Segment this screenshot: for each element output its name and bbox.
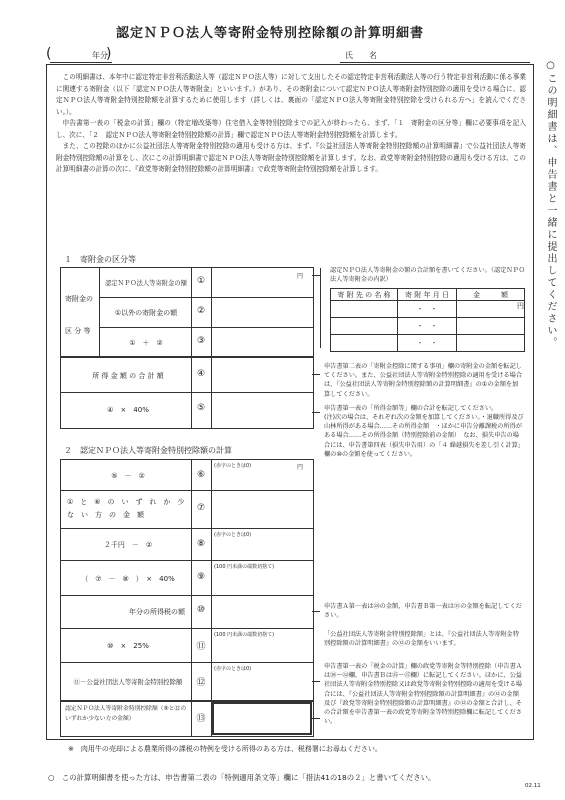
row-4-number: ④ bbox=[196, 369, 206, 379]
row-10-label: 年分の所得税の額 bbox=[129, 608, 185, 616]
row-13-number: ⑬ bbox=[196, 714, 206, 724]
name-label: 氏 名 bbox=[345, 51, 377, 60]
page-title: 認定ＮＰＯ法人等寄附金特別控除額の計算明細書 bbox=[115, 26, 424, 41]
row-7-label: ① と ⑥ の い ず れ か 少 な い 方 の 金 額 bbox=[67, 498, 192, 519]
detail-amount-cell-2[interactable] bbox=[457, 318, 525, 335]
section2-heading: ２ 認定ＮＰＯ法人等寄附金特別控除額の計算 bbox=[64, 446, 232, 455]
row-6-hint: (赤字のときは0) bbox=[214, 463, 252, 469]
detail-name-cell-1[interactable] bbox=[331, 301, 398, 318]
row-6-number: ⑥ bbox=[196, 470, 206, 480]
year-paren: ( bbox=[46, 46, 52, 62]
row-6-label: ⑤ － ② bbox=[111, 472, 145, 480]
section2-table bbox=[60, 459, 314, 737]
detail-date-cell-1[interactable]: ・ ・ bbox=[398, 301, 457, 318]
row-8-label: ２千円 － ② bbox=[103, 541, 153, 549]
row-12-amount-field[interactable] bbox=[212, 674, 312, 699]
note-row-13: 申告書第一表の「税金の計算」欄の政党等寄附金等特別控除（申告書Ａは㉚～㉜欄、申告書Ｂは㉟～㊲欄）に転記してください。ほかに、公益社団法人等寄附金特別控除又は政党等寄附金特別控除の適用を受ける場合には、『公益社団法人等寄附金特別控除額の計算明細書』の⑫の金額及び『政党等寄附金特別控除額の計算明細書』の⑫の金額と合計し、その合計額を申告書第一表の政党等寄附金等特別控除欄に転記してください。 bbox=[324, 663, 522, 726]
footnote: ※ 肉用牛の売却による農業所得の課税の特例を受ける所得のある方は、税務署にお尋ねください。 bbox=[68, 745, 382, 753]
intro-text bbox=[56, 72, 526, 176]
row-5-number: ⑤ bbox=[196, 403, 206, 413]
detail-header-date: 寄 附 年 月 日 bbox=[398, 289, 457, 301]
intro-paragraph-3: また、この控除のほかに公益社団法人等寄附金特別控除の適用も受ける方は、まず、『公益社団法人等寄附金特別控除額の計算明細書』で公益社団法人等寄附金特別控除額の計算をし、次にこの計算明細書で認定ＮＰＯ法人等寄附金特別控除額を計算します。なお、政党等寄附金特別控除の適用も受ける方は、この計算明細書の計算の次に、『政党等寄附金特別控除額の計算明細書』で政党等寄附金特別控除額を計算します。 bbox=[56, 142, 526, 173]
note-row-4-body: (注)次の場合は、それぞれ次の金額を加算してください。・退職所得及び山林所得がある場合……その所得金額 ・ほかに申告分離課税の所得がある場合……その所得金額（特別控除前の金額） なお、損失申告の場合には、申告書第四表（損失申告用）の「４ 繰越損失を差し引く計算」欄の⑩の金額を使ってください。 bbox=[324, 414, 524, 458]
row-13-amount-field[interactable] bbox=[212, 702, 312, 735]
detail-date-cell-2[interactable]: ・ ・ bbox=[398, 318, 457, 335]
note-row-3: 申告書第二表の「寄附金控除に関する事項」欄の寄附金の金額を転記してください。また、公益社団法人等寄附金特別控除の適用を受ける場合は、『公益社団法人等寄附金特別控除額の計算明細書』の①の金額を加算してください。 bbox=[324, 363, 522, 398]
row-7-amount-field[interactable] bbox=[212, 491, 312, 527]
section1-heading: １ 寄附金の区分等 bbox=[64, 255, 136, 264]
row-3-amount-field[interactable] bbox=[212, 328, 312, 355]
year-underline bbox=[50, 62, 112, 63]
row-10-amount-field[interactable] bbox=[212, 596, 312, 627]
row-4-amount-field[interactable] bbox=[212, 358, 312, 391]
row-2-amount-field[interactable] bbox=[212, 298, 312, 326]
row-12-hint: (赤字のときは0) bbox=[214, 666, 252, 672]
row-11-hint: (100 円未満の端数切捨て) bbox=[214, 632, 275, 638]
row-6-amount-field[interactable] bbox=[212, 470, 312, 489]
donation-detail-table bbox=[330, 288, 525, 352]
row-2-label: ①以外の寄附金の額 bbox=[114, 309, 178, 317]
row-5-amount-field[interactable] bbox=[212, 393, 312, 427]
row-5-label: ④ × 40% bbox=[107, 406, 149, 414]
note-row-12: 「公益社団法人等寄附金特別控除額」とは、『公益社団法人等寄附金特別控除額の計算明細書』の⑫の金額をいいます。 bbox=[324, 631, 519, 648]
row-6-unit: 円 bbox=[297, 464, 304, 471]
name-underline[interactable] bbox=[340, 62, 530, 63]
page-code: 02.11 bbox=[525, 783, 541, 789]
row-10-number: ⑩ bbox=[196, 605, 206, 615]
detail-header-name: 寄 附 先 の 名 称 bbox=[331, 289, 398, 301]
year-paren-close: ) bbox=[106, 46, 112, 62]
detail-date-cell-3[interactable]: ・ ・ bbox=[398, 335, 457, 352]
row-8-amount-field[interactable] bbox=[212, 540, 312, 559]
row-8-hint: (赤字のときは0) bbox=[214, 532, 252, 538]
donation-group-label: 寄附金の 区 分 等 bbox=[61, 268, 100, 356]
intro-paragraph-2: 申告書第一表の「税金の計算」欄の（特定増改築等）住宅借入金等特別控除までの記入が終わったら、まず、「１ 寄附金の区分等」欄に必要事項を記入し、次に、「２ 認定ＮＰＯ法人等寄附金特別控除額の計算」欄で認定ＮＰＯ法人等寄附金特別控除額を計算します。 bbox=[56, 119, 526, 139]
row-4-label: 所 得 金 額 の 合 計 額 bbox=[92, 372, 164, 380]
note-row-10: 申告書Ａ第一表は㉘の金額、申告書Ｂ第一表は㉛の金額を転記してください。 bbox=[324, 603, 522, 620]
row-7-number: ⑦ bbox=[196, 503, 206, 513]
row-1-label: 認定ＮＰＯ法人等寄附金の額 bbox=[105, 280, 187, 287]
row-1-unit: 円 bbox=[297, 273, 304, 280]
row-9-hint: (100 円未満の端数切捨て) bbox=[214, 564, 275, 570]
row-13-label: 認定ＮＰＯ法人等寄附金特別控除額（⑨と⑫のいずれか少ない方の金額） bbox=[65, 706, 187, 722]
row-11-number: ⑪ bbox=[196, 642, 206, 652]
detail-amount-cell-3[interactable] bbox=[457, 335, 525, 352]
row-11-amount-field[interactable] bbox=[212, 640, 312, 661]
note-row-4-title: 申告書第一表の「所得金額等」欄の合計を転記してください。 bbox=[324, 405, 498, 412]
row-8-number: ⑧ bbox=[196, 539, 206, 549]
row-9-label: （ ⑦ － ⑧ ） × 40% bbox=[81, 575, 175, 583]
row-12-number: ⑫ bbox=[196, 678, 206, 688]
bottom-note: ○ この計算明細書を使った方は、申告書第二表の「特例適用条文等」欄に「措法41の18の２」と書いてください。 bbox=[48, 773, 436, 782]
side-instruction: ○この明細書は、申告書と一緒に提出してください。 bbox=[545, 60, 556, 349]
detail-name-cell-3[interactable] bbox=[331, 335, 398, 352]
detail-name-cell-2[interactable] bbox=[331, 318, 398, 335]
detail-note: 認定ＮＰＯ法人等寄附金の額の合計額を書いてください。（認定ＮＰＯ法人等寄附金の内訳） bbox=[330, 267, 525, 284]
row-1-amount-field[interactable] bbox=[212, 269, 312, 296]
detail-amount-cell-1[interactable]: 円 bbox=[457, 301, 525, 318]
row-2-number: ② bbox=[196, 306, 206, 316]
intro-paragraph-1: この明細書は、本年中に認定特定非営利活動法人等（認定ＮＰＯ法人等）に対して支出したその認定特定非営利活動法人等の行う特定非営利活動に係る事業に関連する寄附金（以下「認定ＮＰＯ法人等寄附金」といいます。）があり、その寄附金について認定ＮＰＯ法人等寄附金特別控除の適用を受ける場合に、認定ＮＰＯ法人等寄附金特別控除額を計算するために使用します（詳しくは、裏面の「認定ＮＰＯ法人等寄附金特別控除を受けられる方へ」を読んでください。）。 bbox=[56, 73, 526, 116]
row-11-label: ⑩ × 25% bbox=[107, 642, 149, 650]
row-12-label: ⑪－公益社団法人等寄附金特別控除額 bbox=[73, 678, 183, 686]
row-9-number: ⑨ bbox=[196, 572, 206, 582]
row-9-amount-field[interactable] bbox=[212, 572, 312, 594]
row-3-label: ① ＋ ② bbox=[129, 339, 163, 347]
row-1-number: ① bbox=[196, 276, 206, 286]
detail-header-amount: 金 額 bbox=[457, 289, 525, 301]
row-3-number: ③ bbox=[196, 336, 206, 346]
section1-table bbox=[60, 267, 314, 429]
year-label: 年分 bbox=[92, 51, 108, 60]
